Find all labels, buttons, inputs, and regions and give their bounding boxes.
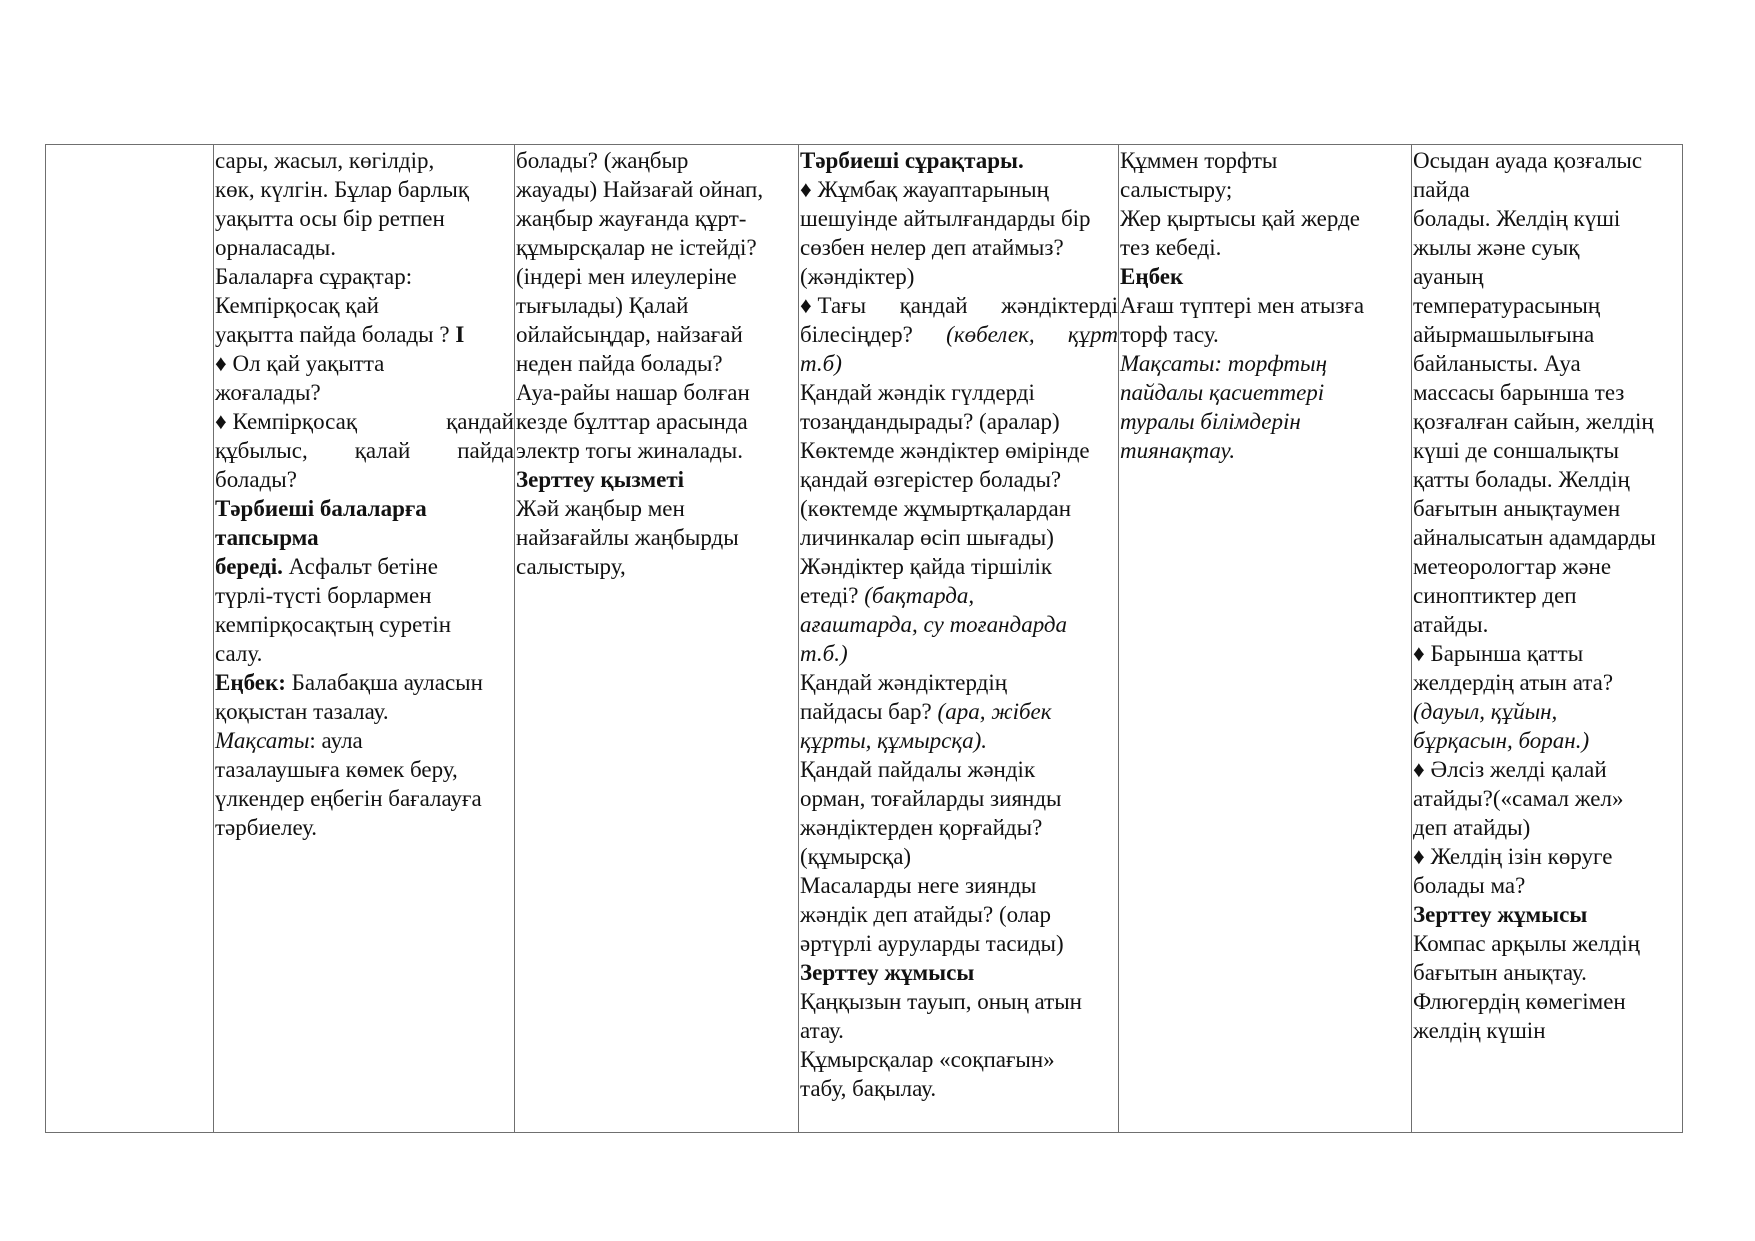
text-line [215, 378, 514, 407]
line-text: массасы барынша тез [1413, 380, 1625, 405]
text-line [1413, 987, 1682, 1016]
line-text: уақытта осы бір ретпен [215, 206, 445, 231]
text-line [1413, 639, 1682, 668]
text-line [1413, 320, 1682, 349]
line-text: пайдасы бар? [800, 699, 938, 724]
line-text: (құмырсқа) [800, 844, 912, 869]
line-text: салыстыру, [516, 554, 626, 579]
text-line [800, 784, 1118, 813]
line-text: болады? (жаңбыр [516, 148, 689, 173]
text-line [215, 204, 514, 233]
line-text: табу, бақылау. [800, 1076, 937, 1101]
text-line [1413, 1016, 1682, 1045]
line-text: ♦ Ол қай уақытта [215, 351, 385, 376]
text-line [800, 175, 1118, 204]
text-line [800, 755, 1118, 784]
bold-text: Еңбек [1120, 264, 1184, 289]
line-text: етеді? [800, 583, 865, 608]
text-line [1413, 784, 1682, 813]
italic-text: құрт [1067, 322, 1118, 347]
text-line [215, 436, 514, 465]
text-line [215, 291, 514, 320]
line-text: құбылыс, [215, 438, 308, 463]
line-text: тез кебеді. [1120, 235, 1222, 260]
text-line [1413, 378, 1682, 407]
line-text: болады ма? [1413, 873, 1526, 898]
text-line [1413, 146, 1682, 175]
table-cell-col3 [515, 145, 799, 1133]
table-row [46, 145, 1683, 1133]
bold-text: Зерттеу жұмысы [1413, 902, 1588, 927]
text-line [800, 581, 1118, 610]
text-line [800, 958, 1118, 987]
line-text: байланысты. Ауа [1413, 351, 1581, 376]
text-line [516, 378, 798, 407]
text-line [800, 320, 1118, 349]
line-text: Балабақша ауласын [285, 670, 483, 695]
text-line [516, 349, 798, 378]
text-line [1413, 204, 1682, 233]
line-text: кемпірқосақтың суретін [215, 612, 452, 637]
text-line [1120, 407, 1411, 436]
line-text: айырмашылығына [1413, 322, 1595, 347]
line-text: болады? [215, 467, 297, 492]
line-text: Қандай жәндіктердің [800, 670, 1008, 695]
text-line [800, 523, 1118, 552]
table-cell-col5 [1119, 145, 1412, 1133]
bold-text: береді. [215, 554, 283, 579]
text-line [215, 175, 514, 204]
line-text: (жәндіктер) [800, 264, 915, 289]
line-text: кезде бұлттар арасында [516, 409, 748, 434]
text-line [215, 552, 514, 581]
text-line [1413, 755, 1682, 784]
text-line [215, 233, 514, 262]
line-text: ♦ Әлсіз желді қалай [1413, 757, 1607, 782]
text-line [215, 755, 514, 784]
line-text: метеорологтар және [1413, 554, 1612, 579]
line-text: Құмырсқалар «соқпағын» [800, 1047, 1055, 1072]
line-text: атау. [800, 1018, 844, 1043]
line-text: атайды?(«самал жел» [1413, 786, 1624, 811]
line-text: ♦ Желдің ізін көруге [1413, 844, 1613, 869]
line-text: жылы және суық [1413, 235, 1580, 260]
line-text: Құммен торфты [1120, 148, 1278, 173]
text-line [800, 871, 1118, 900]
text-line [800, 494, 1118, 523]
bold-text: тапсырма [215, 525, 319, 550]
line-text: желдердің атын ата? [1413, 670, 1614, 695]
text-line [800, 987, 1118, 1016]
text-line [516, 436, 798, 465]
text-line [1413, 175, 1682, 204]
text-line [800, 465, 1118, 494]
line-text: қандай [899, 293, 968, 318]
text-line [1413, 233, 1682, 262]
lesson-plan-table [45, 144, 1683, 1133]
line-text: личинкалар өсіп шығады) [800, 525, 1054, 550]
text-line [1413, 494, 1682, 523]
text-line [1413, 581, 1682, 610]
text-line [1120, 349, 1411, 378]
text-line [516, 233, 798, 262]
text-line [215, 523, 514, 552]
line-text: электр тогы жиналады. [516, 438, 743, 463]
line-text: (көктемде жұмыртқалардан [800, 496, 1072, 521]
line-text: орман, тоғайларды зиянды [800, 786, 1062, 811]
line-text: сары, жасыл, көгілдір, [215, 148, 435, 173]
text-line [800, 1074, 1118, 1103]
text-line [215, 262, 514, 291]
text-line [1413, 349, 1682, 378]
line-text: салу. [215, 641, 263, 666]
text-line [800, 349, 1118, 378]
line-text: жәндіктерден қорғайды? [800, 815, 1043, 840]
line-text: тазалаушыға көмек беру, [215, 757, 458, 782]
table-cell-col1 [46, 145, 214, 1133]
text-line [215, 610, 514, 639]
text-line [1120, 262, 1411, 291]
text-line [1413, 262, 1682, 291]
text-line [215, 320, 514, 349]
line-text: қандай өзгерістер болады? [800, 467, 1062, 492]
line-text: тозаңдандырады? (аралар) [800, 409, 1060, 434]
text-line [1413, 697, 1682, 726]
text-line [800, 146, 1118, 175]
italic-text: (дауыл, құйын, [1413, 699, 1558, 724]
line-text: ауаның [1413, 264, 1484, 289]
italic-text: т.б.) [800, 641, 848, 666]
line-text: тығылады) Қалай [516, 293, 689, 318]
line-text: деп атайды) [1413, 815, 1531, 840]
text-line [800, 436, 1118, 465]
line-text: жоғалады? [215, 380, 321, 405]
line-text: ♦ Тағы [800, 293, 867, 318]
text-line [1413, 523, 1682, 552]
line-text: температурасының [1413, 293, 1601, 318]
text-line [1413, 610, 1682, 639]
table-cell-col2 [214, 145, 515, 1133]
text-line [800, 204, 1118, 233]
text-line [516, 552, 798, 581]
line-text: : аула [309, 728, 363, 753]
text-line [800, 813, 1118, 842]
italic-text: т.б) [800, 351, 842, 376]
text-line [800, 1045, 1118, 1074]
italic-text: (көбелек, [946, 322, 1035, 347]
italic-text: туралы білімдерін [1120, 409, 1301, 434]
line-text: ойлайсыңдар, найзағай [516, 322, 743, 347]
text-line [1120, 175, 1411, 204]
line-text: қандай [446, 409, 514, 434]
text-line [1413, 552, 1682, 581]
text-line [215, 639, 514, 668]
line-text: атайды. [1413, 612, 1489, 637]
text-line [1413, 813, 1682, 842]
text-line [800, 262, 1118, 291]
line-text: Қаңқызын тауып, оның атын [800, 989, 1082, 1014]
line-text: Флюгердің көмегімен [1413, 989, 1626, 1014]
text-line [215, 668, 514, 697]
table-cell-col4 [799, 145, 1119, 1133]
text-line [1120, 320, 1411, 349]
line-text: пайда [1413, 177, 1470, 202]
line-text: ♦ Барынша қатты [1413, 641, 1584, 666]
bold-text: Тәрбиеші балаларға [215, 496, 427, 521]
line-text: Ауа-райы нашар болған [516, 380, 750, 405]
line-text: үлкендер еңбегін бағалауға [215, 786, 482, 811]
line-text: әртүрлі ауруларды тасиды) [800, 931, 1064, 956]
text-line [1120, 146, 1411, 175]
line-text: Масаларды неге зиянды [800, 873, 1037, 898]
bold-text: Тәрбиеші сұрақтары. [800, 148, 1024, 173]
line-text: жәндіктерді [1001, 293, 1118, 318]
text-line [215, 146, 514, 175]
text-line [1413, 465, 1682, 494]
text-line [215, 784, 514, 813]
line-text: болады. Желдің күші [1413, 206, 1621, 231]
line-text: бағытын анықтаумен [1413, 496, 1621, 521]
text-line [215, 813, 514, 842]
line-text: (індері мен илеулеріне [516, 264, 737, 289]
line-text: ♦ Жұмбақ жауаптарының [800, 177, 1049, 202]
line-text: салыстыру; [1120, 177, 1233, 202]
text-line [800, 610, 1118, 639]
text-line [516, 407, 798, 436]
line-text: Қандай жәндік гүлдерді [800, 380, 1035, 405]
line-text: сөзбен нелер деп атаймыз? [800, 235, 1064, 260]
italic-text: Мақсаты: торфтың [1120, 351, 1328, 376]
line-text: Ағаш түптері мен атызға [1120, 293, 1365, 318]
line-text: айналысатын адамдарды [1413, 525, 1656, 550]
text-line [1120, 378, 1411, 407]
text-line [800, 900, 1118, 929]
line-text: тәрбиелеу. [215, 815, 318, 840]
text-line [1413, 436, 1682, 465]
text-line [1413, 929, 1682, 958]
line-text: қозғалған сайын, желдің [1413, 409, 1654, 434]
text-line [215, 349, 514, 378]
line-text: ♦ Кемпірқосақ [215, 409, 358, 434]
text-line [516, 146, 798, 175]
line-text: желдің күшін [1413, 1018, 1546, 1043]
line-text: пайда [457, 438, 514, 463]
text-line [800, 291, 1118, 320]
text-line [800, 639, 1118, 668]
text-line [215, 697, 514, 726]
text-line [516, 204, 798, 233]
bold-text: Зерттеу жұмысы [800, 960, 975, 985]
text-line [1120, 291, 1411, 320]
text-line [516, 494, 798, 523]
line-text: Жәй жаңбыр мен [516, 496, 685, 521]
text-line [516, 523, 798, 552]
text-line [215, 494, 514, 523]
bold-text: Зерттеу қызметі [516, 467, 685, 492]
line-text: орналасады. [215, 235, 337, 260]
line-text: Балаларға сұрақтар: [215, 264, 413, 289]
line-text: Компас арқылы желдің [1413, 931, 1640, 956]
line-text: синоптиктер деп [1413, 583, 1577, 608]
italic-text: Мақсаты [215, 728, 310, 753]
text-line [1413, 668, 1682, 697]
italic-text: бұрқасын, боран.) [1413, 728, 1590, 753]
line-text: қоқыстан тазалау. [215, 699, 389, 724]
italic-text: тиянақтау. [1120, 438, 1236, 463]
line-text: жауады) Найзағай ойнап, [516, 177, 764, 202]
line-text: білесіңдер? [800, 322, 913, 347]
line-text: шешуінде айтылғандарды бір [800, 206, 1091, 231]
line-text: күші де соншалықты [1413, 438, 1619, 463]
italic-text: пайдалы қасиеттері [1120, 380, 1325, 405]
bold-text: Еңбек: [215, 670, 286, 695]
text-line [215, 465, 514, 494]
italic-text: құрты, құмырсқа). [800, 728, 988, 753]
text-line [1413, 958, 1682, 987]
line-text: бағытын анықтау. [1413, 960, 1587, 985]
text-line [516, 262, 798, 291]
line-text: қалай [354, 438, 411, 463]
text-line [800, 842, 1118, 871]
line-text: Жер қыртысы қай жерде [1120, 206, 1360, 231]
line-text: Қандай пайдалы жәндік [800, 757, 1036, 782]
line-text: найзағайлы жаңбырды [516, 525, 739, 550]
text-line [1413, 407, 1682, 436]
line-text: көк, күлгін. Бұлар барлық [215, 177, 469, 202]
text-line [800, 407, 1118, 436]
text-line [800, 378, 1118, 407]
text-line [215, 581, 514, 610]
text-line [800, 929, 1118, 958]
italic-text: ағаштарда, су тоғандарда [800, 612, 1068, 637]
italic-text: (бақтарда, [864, 583, 975, 608]
bold-text: I [455, 322, 465, 347]
line-text: торф тасу. [1120, 322, 1219, 347]
text-line [800, 552, 1118, 581]
italic-text: (ара, жібек [937, 699, 1052, 724]
text-line [516, 465, 798, 494]
line-text: қатты болады. Желдің [1413, 467, 1630, 492]
line-text: уақытта пайда болады ? [215, 322, 456, 347]
text-line [800, 1016, 1118, 1045]
line-text: Көктемде жәндіктер өмірінде [800, 438, 1090, 463]
text-line [215, 726, 514, 755]
text-line [1120, 204, 1411, 233]
text-line [800, 233, 1118, 262]
text-line [516, 175, 798, 204]
text-line [1413, 291, 1682, 320]
text-line [516, 291, 798, 320]
line-text: жәндік деп атайды? (олар [800, 902, 1052, 927]
line-text: Кемпірқосақ қай [215, 293, 379, 318]
text-line [1413, 900, 1682, 929]
text-line [800, 726, 1118, 755]
table-cell-col6 [1412, 145, 1683, 1133]
text-line [800, 668, 1118, 697]
line-text: неден пайда болады? [516, 351, 723, 376]
line-text: түрлі-түсті борлармен [215, 583, 432, 608]
text-line [1413, 726, 1682, 755]
text-line [1413, 871, 1682, 900]
text-line [800, 697, 1118, 726]
line-text: жаңбыр жауғанда құрт- [516, 206, 747, 231]
line-text: Асфальт бетіне [282, 554, 438, 579]
text-line [516, 320, 798, 349]
line-text: Осыдан ауада қозғалыс [1413, 148, 1643, 173]
text-line [1120, 436, 1411, 465]
text-line [215, 407, 514, 436]
line-text: құмырсқалар не істейді? [516, 235, 757, 260]
text-line [1120, 233, 1411, 262]
line-text: Жәндіктер қайда тіршілік [800, 554, 1053, 579]
text-line [1413, 842, 1682, 871]
